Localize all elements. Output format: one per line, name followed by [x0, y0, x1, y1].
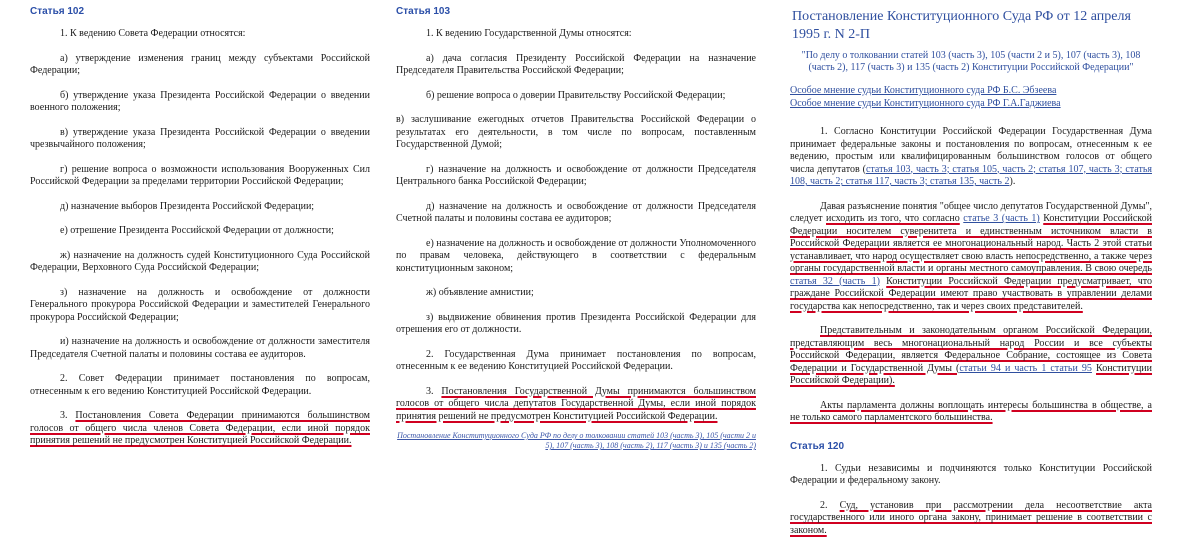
article-102-part-3: [30, 410, 370, 448]
ruling-subtitle: "По делу о толковании статей 103 (часть 3), 105 (части 2 и 5), 107 (часть 3), 108 (часть 2), 117 (часть 3) и 135 (часть 2) Конституции Российской Федерации": [790, 50, 1152, 74]
article-103-part-3-number: 3.: [426, 386, 434, 397]
article-103-item-d: д) назначение на должность и освобождение от должности Председателя Счетной палаты и половины состава ее аудиторов;: [396, 201, 756, 226]
article-103-item-b: б) решение вопроса о доверии Правительству Российской Федерации;: [396, 90, 756, 103]
article-102-part-1: 1. К ведению Совета Федерации относятся:: [30, 28, 370, 41]
article-103-part-2: 2. Государственная Дума принимает постановления по вопросам, отнесенным к ее ведению Конституцией Российской Федерации.: [396, 349, 756, 374]
article-103-item-v: в) заслушивание ежегодных отчетов Правительства Российской Федерации о результатах его деятельности, в том числе по вопросам, поставленным Государственной Думой;: [396, 114, 756, 152]
article-103-item-e: е) назначение на должность и освобождение от должности Уполномоченного по правам человека, действующего в соответствии с федеральным конституционным законом;: [396, 238, 756, 276]
ruling-paragraph-4: [790, 400, 1152, 425]
ruling-paragraph-2-intro: Давая разъяснение понятия "общее число депутатов Государственной Думы", следует: [790, 201, 1152, 225]
article-103-item-zh: ж) объявление амнистии;: [396, 287, 756, 300]
article-103-item-z: з) выдвижение обвинения против Президента Российской Федерации для отрешения его от должности.: [396, 312, 756, 337]
highlighted-text: Конституции Российской Федерации).: [790, 363, 1152, 387]
article-102-item-a: а) утверждение изменения границ между субъектами Российской Федерации;: [30, 53, 370, 78]
highlighted-text: Постановления Государственной Думы принимаются большинством голосов от общего числа депутатов Государственной Думы, если иной порядок принятия решений не предусмотрен Конституцией Российской Федерации.: [396, 386, 756, 422]
article-3-link[interactable]: статье 3 (часть 1): [963, 213, 1039, 224]
article-102-item-e: е) отрешение Президента Российской Федерации от должности;: [30, 225, 370, 238]
article-102-item-d: д) назначение выборов Президента Российской Федерации;: [30, 201, 370, 214]
article-102-item-b: б) утверждение указа Президента Российской Федерации о введении военного положения;: [30, 90, 370, 115]
highlighted-text: Суд, установив при рассмотрении дела несоответствие акта государственного или иного органа закону, принимает решение в соответствии с законом.: [790, 500, 1152, 536]
article-103-part-1: 1. К ведению Государственной Думы относятся:: [396, 28, 756, 41]
article-102-heading: Статья 102: [30, 6, 370, 18]
article-102-item-z: з) назначение на должность и освобождение от должности Генерального прокурора Российской Федерации и заместителей Генерального прокурора Российской Федерации;: [30, 287, 370, 325]
highlighted-text: Конституции Российской Федерации предусматривает, что граждане Российской Федерации имеют право участвовать в управлении делами государства как непосредственно, так и через своих представителей.: [790, 276, 1152, 312]
article-120-part-2: [790, 500, 1152, 537]
ruling-paragraph-1: [790, 126, 1152, 189]
article-102-column: [0, 0, 381, 519]
article-120-part-1: 1. Судьи независимы и подчиняются только Конституции Российской Федерации и федеральному закону.: [790, 463, 1152, 488]
article-32-link[interactable]: статья 32 (часть 1): [790, 276, 880, 287]
dissenting-opinion-link-ebzeev[interactable]: Особое мнение судьи Конституционного суда РФ Б.С. Эбзеева: [790, 84, 1152, 97]
ruling-title: Постановление Конституционного Суда РФ от 12 апреля 1995 г. N 2-П: [792, 8, 1152, 44]
article-102-part-2: 2. Совет Федерации принимает постановления по вопросам, отнесенным к его ведению Конституцией Российской Федерации.: [30, 373, 370, 398]
ruling-paragraph-1-text: 1. Согласно Конституции Российской Федерации Государственная Дума принимает федеральные законы и постановления по вопросам, отнесенным к ее ведению, простым или квалифицированным большинством голосов от общего числа депутатов (: [790, 126, 1152, 175]
highlighted-text: Конституции Российской Федерации носителем суверенитета и единственным источником власти в Российской Федерации является ее многонациональный народ. Часть 2 этой статьи устанавливает, что народ осуществляет свою власть непосредственно, а также через органы государственной власти и органы местного самоуправления. В свою очередь: [790, 213, 1152, 274]
article-102-item-v: в) утверждение указа Президента Российской Федерации о введении чрезвычайного положения;: [30, 127, 370, 152]
constitution-article-links[interactable]: статья 103, часть 3; статья 105, часть 2; статья 107, часть 3; статья 108, часть 2; статья 117, часть 3; статья 135, часть 2: [790, 164, 1152, 188]
article-103-part-3: [396, 386, 756, 424]
article-120-heading: Статья 120: [790, 441, 1152, 453]
article-103-item-g: г) назначение на должность и освобождение от должности Председателя Центрального банка Российской Федерации;: [396, 164, 756, 189]
ruling-paragraph-3: [790, 325, 1152, 388]
article-103-item-a: а) дача согласия Президенту Российской Федерации на назначение Председателя Правительства Российской Федерации;: [396, 53, 756, 78]
article-102-item-zh: ж) назначение на должность судей Конституционного Суда Российской Федерации, Верховного Суда Российской Федерации;: [30, 250, 370, 275]
court-ruling-reference-link[interactable]: Постановление Конституционного Суда РФ по делу о толковании статей 103 (часть 3), 105 (части 2 и 5), 107 (часть 3), 108 (часть 2), 117 (часть 3) и 135 (часть 2): [396, 431, 756, 451]
ruling-paragraph-2: [790, 201, 1152, 314]
highlighted-text: Представительным и законодательным органом Российской Федерации, представляющим весь многонациональный народ России и все субъекты Российской Федерации, является Федеральное Собрание, состоящее из Совета Федерации и Государственной Думы (: [790, 325, 1152, 374]
article-102-item-g: г) решение вопроса о возможности использования Вооруженных Сил Российской Федерации за пределами территории Российской Федерации;: [30, 164, 370, 189]
highlighted-text: Постановления Совета Федерации принимаются большинством голосов от общего числа членов Совета Федерации, если иной порядок принятия решений не предусмотрен Конституцией Российской Федерации.: [30, 410, 370, 446]
article-102-part-3-number: 3.: [60, 410, 68, 421]
dissenting-opinion-link-gadzhiev[interactable]: Особое мнение судьи Конституционного суда РФ Г.А.Гаджиева: [790, 97, 1152, 110]
articles-94-95-link[interactable]: статьи 94 и часть 1 статьи 95: [959, 363, 1092, 374]
article-102-item-i: и) назначение на должность и освобождение от должности заместителя Председателя Счетной палаты и половины состава ее аудиторов.: [30, 336, 370, 361]
ruling-paragraph-1-end: ).: [1009, 176, 1015, 187]
highlighted-text: Акты парламента должны воплощать интересы большинства в обществе, а не только самого парламентского большинства.: [790, 400, 1152, 424]
court-ruling-column: [781, 0, 1160, 519]
article-103-column: [391, 0, 761, 519]
highlighted-text: исходить из того, что согласно: [826, 213, 960, 224]
article-120-part-2-number: 2.: [820, 500, 828, 511]
article-103-heading: Статья 103: [396, 6, 756, 18]
